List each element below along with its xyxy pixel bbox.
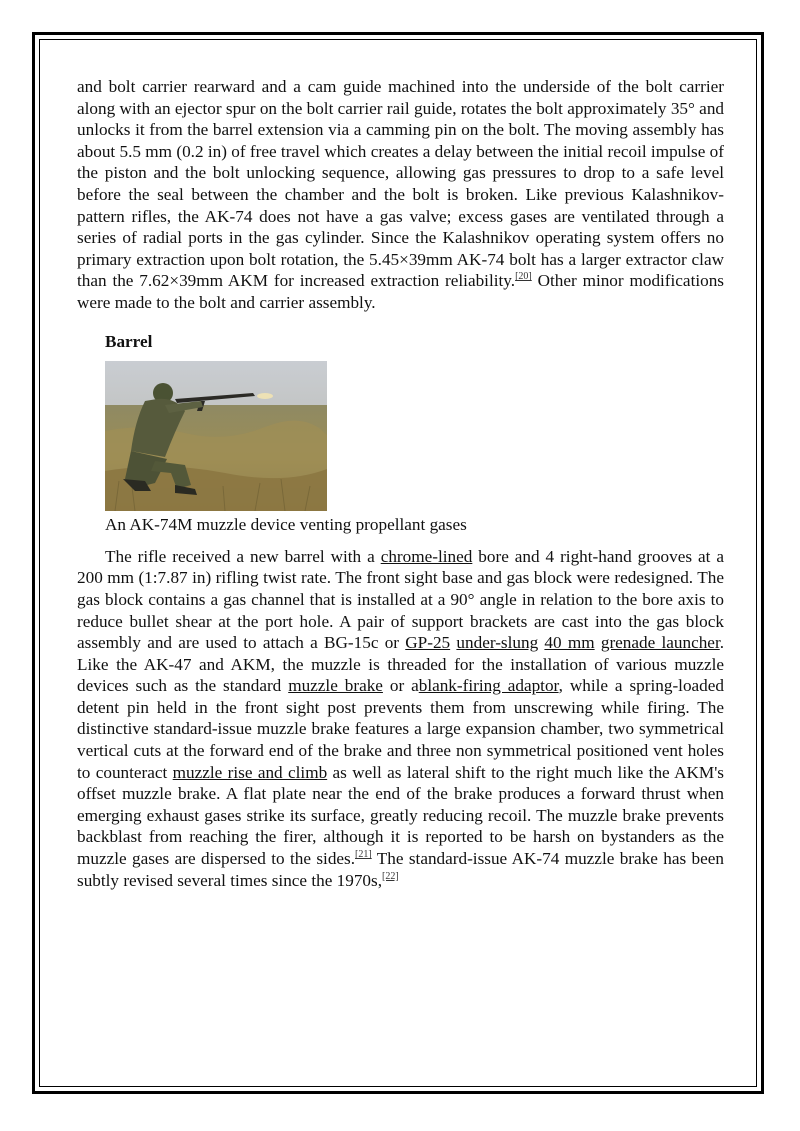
paragraph-barrel: The rifle received a new barrel with a chrome-lined bore and 4 right-hand grooves at a 200 mm (1:7.87 in) rifling twist rate. The front sight base and gas block were redesigned. The gas block contains a gas channel that is installed at a 90° angle in relation to the bore axis to reduce bullet shear at the port hole. A pair of support brackets are cast into the gas block assembly and are used to attach a BG-15c or GP-25 under-slung 40 mm grenade launcher. Like the AK-47 and AKM, the muzzle is threaded for the installation of various muzzle devices such as the standard muzzle brake or ablank-firing adaptor, while a spring-loaded detent pin held in the front sight post prevents them from unscrewing while firing. The distinctive standard-issue muzzle brake features a large expansion chamber, two symmetrical vertical cuts at the forward end of the brake and three non symmetrical positioned vent holes to counteract muzzle rise and climb as well as lateral shift to the right much like the AKM's offset muzzle brake. A flat plate near the end of the brake produces a forward thrust when emerging exhaust gases strike its surface, greatly reducing recoil. The muzzle brake prevents backblast from reaching the firer, although it is reported to be harsh on bystanders as the muzzle gases are dispersed to the sides.[21] The standard-issue AK-74 muzzle brake has been subtly revised several times since the 1970s,[22] [77, 546, 725, 890]
link-40-mm[interactable]: 40 mm [544, 633, 595, 653]
link-blank-firing-adaptor[interactable]: blank-firing adaptor [418, 676, 559, 696]
photo-caption: An AK-74M muzzle device venting propellant gases [105, 515, 467, 535]
link-gp-25[interactable]: GP-25 [405, 633, 451, 653]
link-under-slung[interactable]: under-slung [456, 633, 539, 653]
link-muzzle-rise-and-climb[interactable]: muzzle rise and climb [172, 762, 328, 782]
link-grenade-launcher[interactable]: grenade launcher [600, 633, 720, 653]
link-chrome-lined[interactable]: chrome-lined [380, 546, 473, 566]
link-muzzle-brake[interactable]: muzzle brake [288, 676, 383, 696]
section-heading-barrel: Barrel [105, 331, 153, 351]
soldier-firing-photo [105, 361, 327, 511]
citation-22[interactable]: [22] [382, 870, 399, 882]
document-body [77, 76, 724, 891]
citation-20[interactable]: [20] [515, 271, 532, 283]
citation-21[interactable]: [21] [355, 849, 372, 861]
paragraph-bolt-operation: and bolt carrier rearward and a cam guide machined into the underside of the bolt carrier along with an ejector spur on the bolt carrier rail guide, rotates the bolt approximately 35° and unlocks it from the barrel extension via a camming pin on the bolt. The moving assembly has about 5.5 mm (0.2 in) of free travel which creates a delay between the initial recoil impulse of the piston and the bolt unlocking sequence, allowing gas pressures to drop to a safe level before the seal between the chamber and the bolt is broken. Like previous Kalashnikov-pattern rifles, the AK-74 does not have a gas valve; excess gases are ventilated through a series of radial ports in the gas cylinder. Since the Kalashnikov operating system offers no primary extraction upon bolt rotation, the 5.45×39mm AK-74 bolt has a larger extractor claw than the 7.62×39mm AKM for increased extraction reliability.[20] Other minor modifications were made to the bolt and carrier assembly. [77, 77, 724, 312]
